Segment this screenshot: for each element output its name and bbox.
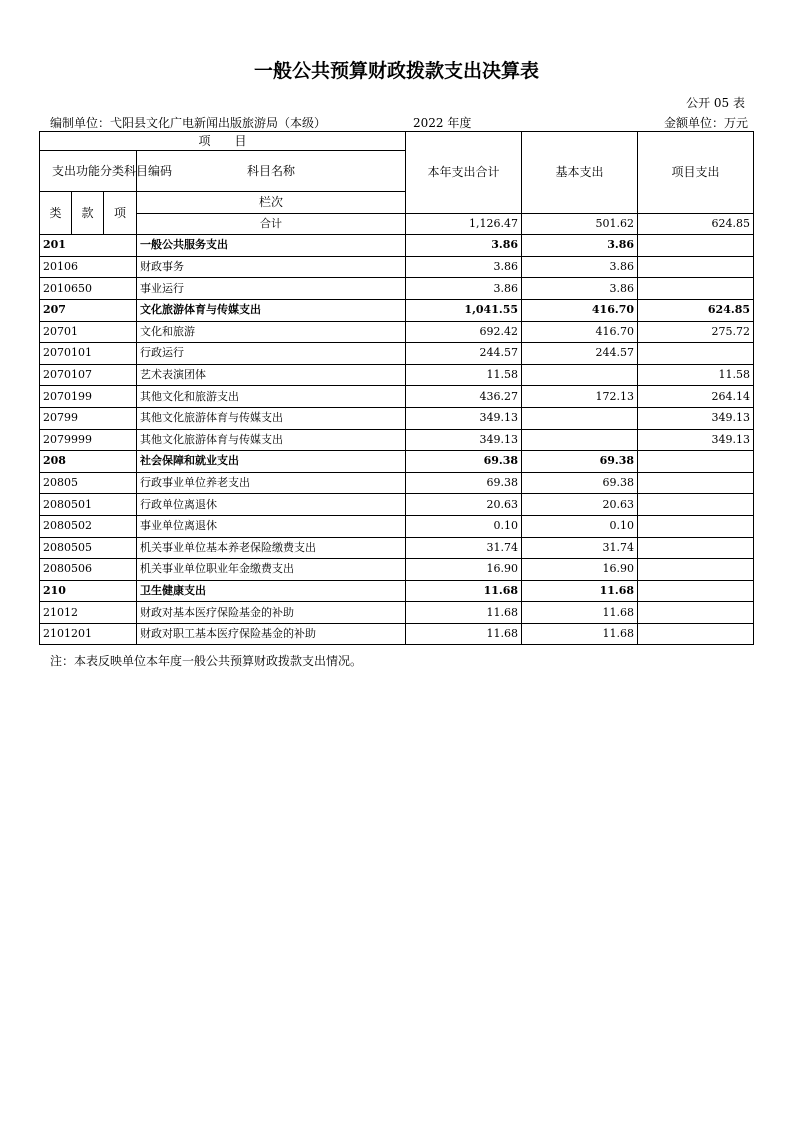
row-basic: 69.38 — [522, 472, 638, 494]
row-code: 201 — [40, 235, 137, 257]
row-basic: 11.68 — [522, 623, 638, 645]
header-total: 本年支出合计 — [406, 132, 522, 214]
row-basic: 11.68 — [522, 580, 638, 602]
row-project — [638, 559, 754, 581]
table-row — [40, 472, 754, 494]
table-row — [40, 559, 754, 581]
row-total: 11.58 — [406, 364, 522, 386]
row-name: 一般公共服务支出 — [137, 235, 406, 257]
row-project: 349.13 — [638, 407, 754, 429]
row-code: 2010650 — [40, 278, 137, 300]
row-name: 财政对职工基本医疗保险基金的补助 — [137, 623, 406, 645]
row-total: 1,041.55 — [406, 299, 522, 321]
row-name: 财政对基本医疗保险基金的补助 — [137, 602, 406, 624]
row-project — [638, 235, 754, 257]
row-basic: 31.74 — [522, 537, 638, 559]
row-name: 机关事业单位基本养老保险缴费支出 — [137, 537, 406, 559]
header-row-index — [40, 213, 754, 235]
row-project — [638, 472, 754, 494]
table-row — [40, 407, 754, 429]
footnote: 注：本表反映单位本年度一般公共预算财政拨款支出情况。 — [50, 654, 363, 668]
basic-total-value: 501.62 — [522, 213, 638, 235]
header-lei: 类 — [40, 192, 72, 235]
row-project — [638, 343, 754, 365]
row-code: 2070101 — [40, 343, 137, 365]
row-name: 其他文化旅游体育与传媒支出 — [137, 407, 406, 429]
table-row — [40, 386, 754, 408]
row-basic: 416.70 — [522, 321, 638, 343]
row-total: 436.27 — [406, 386, 522, 408]
row-project — [638, 623, 754, 645]
row-code: 2070199 — [40, 386, 137, 408]
row-project — [638, 580, 754, 602]
row-total: 0.10 — [406, 515, 522, 537]
row-total: 69.38 — [406, 451, 522, 473]
row-name: 文化和旅游 — [137, 321, 406, 343]
row-total: 31.74 — [406, 537, 522, 559]
table-row — [40, 580, 754, 602]
row-basic: 69.38 — [522, 451, 638, 473]
row-code: 2070107 — [40, 364, 137, 386]
row-total: 3.86 — [406, 235, 522, 257]
row-code: 208 — [40, 451, 137, 473]
table-row — [40, 451, 754, 473]
row-name: 艺术表演团体 — [137, 364, 406, 386]
table-row — [40, 429, 754, 451]
row-project: 275.72 — [638, 321, 754, 343]
form-number: 公开 05 表 — [686, 96, 745, 110]
table-row — [40, 256, 754, 278]
row-project: 11.58 — [638, 364, 754, 386]
row-basic — [522, 429, 638, 451]
row-name: 事业运行 — [137, 278, 406, 300]
row-total: 20.63 — [406, 494, 522, 516]
header-row-project — [40, 132, 754, 151]
project-total-value: 624.85 — [638, 213, 754, 235]
table-row — [40, 515, 754, 537]
total-label: 合计 — [137, 213, 406, 235]
row-basic: 3.86 — [522, 256, 638, 278]
row-code: 2101201 — [40, 623, 137, 645]
row-code: 21012 — [40, 602, 137, 624]
row-total: 349.13 — [406, 429, 522, 451]
header-xiang: 项 — [104, 192, 137, 235]
row-name: 行政运行 — [137, 343, 406, 365]
row-code: 20799 — [40, 407, 137, 429]
row-total: 244.57 — [406, 343, 522, 365]
row-name: 事业单位离退休 — [137, 515, 406, 537]
header-name-label: 科目名称 — [137, 151, 406, 192]
row-project — [638, 256, 754, 278]
row-name: 行政单位离退休 — [137, 494, 406, 516]
table-row — [40, 623, 754, 645]
row-project — [638, 602, 754, 624]
row-total: 692.42 — [406, 321, 522, 343]
page-title: 一般公共预算财政拨款支出决算表 — [253, 60, 539, 82]
header-code-label: 支出功能分类科目编码 — [40, 151, 137, 192]
row-name: 文化旅游体育与传媒支出 — [137, 299, 406, 321]
row-name: 其他文化和旅游支出 — [137, 386, 406, 408]
row-project — [638, 515, 754, 537]
row-basic: 416.70 — [522, 299, 638, 321]
row-code: 2080502 — [40, 515, 137, 537]
row-code: 20701 — [40, 321, 137, 343]
row-project: 264.14 — [638, 386, 754, 408]
row-name: 财政事务 — [137, 256, 406, 278]
table-row — [40, 235, 754, 257]
row-total: 349.13 — [406, 407, 522, 429]
row-total: 3.86 — [406, 278, 522, 300]
header-project-spending: 项目支出 — [638, 132, 754, 214]
row-name: 卫生健康支出 — [137, 580, 406, 602]
row-code: 20106 — [40, 256, 137, 278]
table-row — [40, 343, 754, 365]
row-basic — [522, 407, 638, 429]
row-code: 2079999 — [40, 429, 137, 451]
row-basic: 3.86 — [522, 235, 638, 257]
table-row — [40, 278, 754, 300]
row-basic: 0.10 — [522, 515, 638, 537]
row-code: 207 — [40, 299, 137, 321]
currency-unit: 金额单位：万元 — [663, 116, 748, 130]
row-code: 210 — [40, 580, 137, 602]
table-row — [40, 602, 754, 624]
row-total: 69.38 — [406, 472, 522, 494]
row-name: 行政事业单位养老支出 — [137, 472, 406, 494]
table-row — [40, 299, 754, 321]
row-name: 其他文化旅游体育与传媒支出 — [137, 429, 406, 451]
row-basic: 11.68 — [522, 602, 638, 624]
row-basic: 172.13 — [522, 386, 638, 408]
row-basic — [522, 364, 638, 386]
row-name: 机关事业单位职业年金缴费支出 — [137, 559, 406, 581]
row-total: 16.90 — [406, 559, 522, 581]
compiling-unit: 编制单位：弋阳县文化广电新闻出版旅游局（本级） — [50, 116, 327, 130]
table-row — [40, 494, 754, 516]
row-code: 20805 — [40, 472, 137, 494]
row-total: 11.68 — [406, 623, 522, 645]
total-value: 1,126.47 — [406, 213, 522, 235]
row-project — [638, 451, 754, 473]
row-basic: 16.90 — [522, 559, 638, 581]
row-total: 3.86 — [406, 256, 522, 278]
row-code: 2080506 — [40, 559, 137, 581]
table-row — [40, 321, 754, 343]
row-project: 624.85 — [638, 299, 754, 321]
header-basic: 基本支出 — [522, 132, 638, 214]
row-name: 社会保障和就业支出 — [137, 451, 406, 473]
row-total: 11.68 — [406, 602, 522, 624]
expenditure-table — [39, 131, 754, 645]
header-project: 项 目 — [40, 132, 406, 151]
header-kuan: 款 — [72, 192, 104, 235]
row-code: 2080505 — [40, 537, 137, 559]
row-code: 2080501 — [40, 494, 137, 516]
row-project — [638, 494, 754, 516]
row-basic: 244.57 — [522, 343, 638, 365]
row-basic: 3.86 — [522, 278, 638, 300]
header-lanci: 栏次 — [137, 192, 406, 214]
table-row — [40, 537, 754, 559]
row-project: 349.13 — [638, 429, 754, 451]
meta-row — [50, 114, 748, 130]
row-project — [638, 278, 754, 300]
row-project — [638, 537, 754, 559]
row-basic: 20.63 — [522, 494, 638, 516]
row-total: 11.68 — [406, 580, 522, 602]
table-row — [40, 364, 754, 386]
fiscal-year: 2022 年度 — [413, 116, 472, 130]
